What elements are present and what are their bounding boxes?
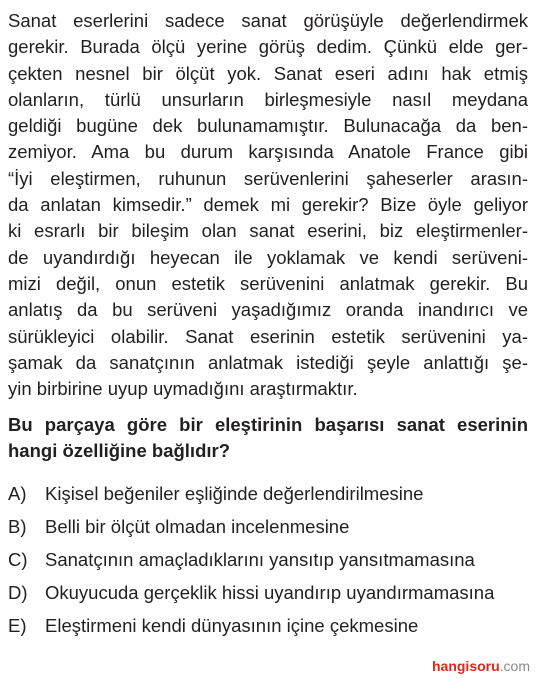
option-letter: E) bbox=[8, 615, 27, 636]
option-d[interactable] bbox=[8, 579, 528, 612]
passage-line: yin birbirine uyup uymadığını araştırmaktır. bbox=[8, 378, 358, 400]
passage-line: çekten nesnel bir ölçüt yok. Sanat eseri adını hak etmiş bbox=[8, 62, 528, 84]
passage-line: “İyi eleştirmen, ruhunun serüvenlerini şaheserler arasın- bbox=[8, 167, 528, 189]
option-letter: C) bbox=[8, 549, 28, 570]
option-letter: A) bbox=[8, 483, 27, 504]
watermark-brand: hangisoru bbox=[431, 658, 500, 674]
option-c[interactable] bbox=[8, 546, 528, 579]
watermark-tld: .com bbox=[499, 658, 530, 674]
question-stem bbox=[8, 412, 528, 464]
passage-line: geldiği bugüne dek bulunamamıştır. Bulunacağa da ben- bbox=[8, 115, 528, 137]
passage-line: sürükleyici olabilir. Sanat eserinin estetik serüvenini ya- bbox=[8, 325, 528, 347]
question-line: Bu parçaya göre bir eleştirinin başarısı sanat eserinin bbox=[8, 414, 528, 435]
option-text: Sanatçının amaçladıklarını yansıtıp yansıtmamasına bbox=[45, 549, 475, 570]
option-text: Eleştirmeni kendi dünyasının içine çekmesine bbox=[45, 615, 419, 636]
site-watermark bbox=[432, 658, 530, 674]
passage-line: şamak da sanatçının anlatmak istediği şeyle anlattığı şe- bbox=[8, 351, 528, 373]
question-line: hangi özelliğine bağlıdır? bbox=[8, 440, 231, 461]
answer-options bbox=[8, 480, 528, 645]
passage-line: de uyandırdığı heyecan ile yoklamak ve kendi serüveni- bbox=[8, 246, 528, 268]
reading-passage bbox=[8, 8, 528, 402]
passage-line: ki esrarlı bir bileşim olan sanat eserini, biz eleştirmenler- bbox=[8, 220, 528, 242]
passage-line: olanların, türlü unsurların birleşmesiyle nasıl meydana bbox=[8, 88, 528, 110]
passage-line: zemiyor. Ama bu durum karşısında Anatole France gibi bbox=[8, 141, 528, 163]
option-letter: D) bbox=[8, 582, 28, 603]
option-text: Okuyucuda gerçeklik hissi uyandırıp uyandırmamasına bbox=[45, 582, 495, 603]
passage-line: anlatış da bu serüveni yaşadığımız oranda inandırıcı ve bbox=[8, 299, 528, 321]
option-a[interactable] bbox=[8, 480, 528, 513]
option-letter: B) bbox=[8, 516, 27, 537]
option-text: Kişisel beğeniler eşliğinde değerlendirilmesine bbox=[45, 483, 424, 504]
option-e[interactable] bbox=[8, 612, 528, 645]
passage-line: da anlatan kimsedir.” demek mi gerekir? Bize öyle geliyor bbox=[8, 194, 528, 216]
option-b[interactable] bbox=[8, 513, 528, 546]
passage-line: Sanat eserlerini sadece sanat görüşüyle değerlendirmek bbox=[8, 10, 528, 31]
passage-line: gerekir. Burada ölçü yerine görüş dedim. Çünkü elde ger- bbox=[8, 36, 528, 58]
option-text: Belli bir ölçüt olmadan incelenmesine bbox=[45, 516, 350, 537]
passage-line: mizi değil, onun estetik serüvenini anlatmak gerekir. Bu bbox=[8, 272, 528, 294]
